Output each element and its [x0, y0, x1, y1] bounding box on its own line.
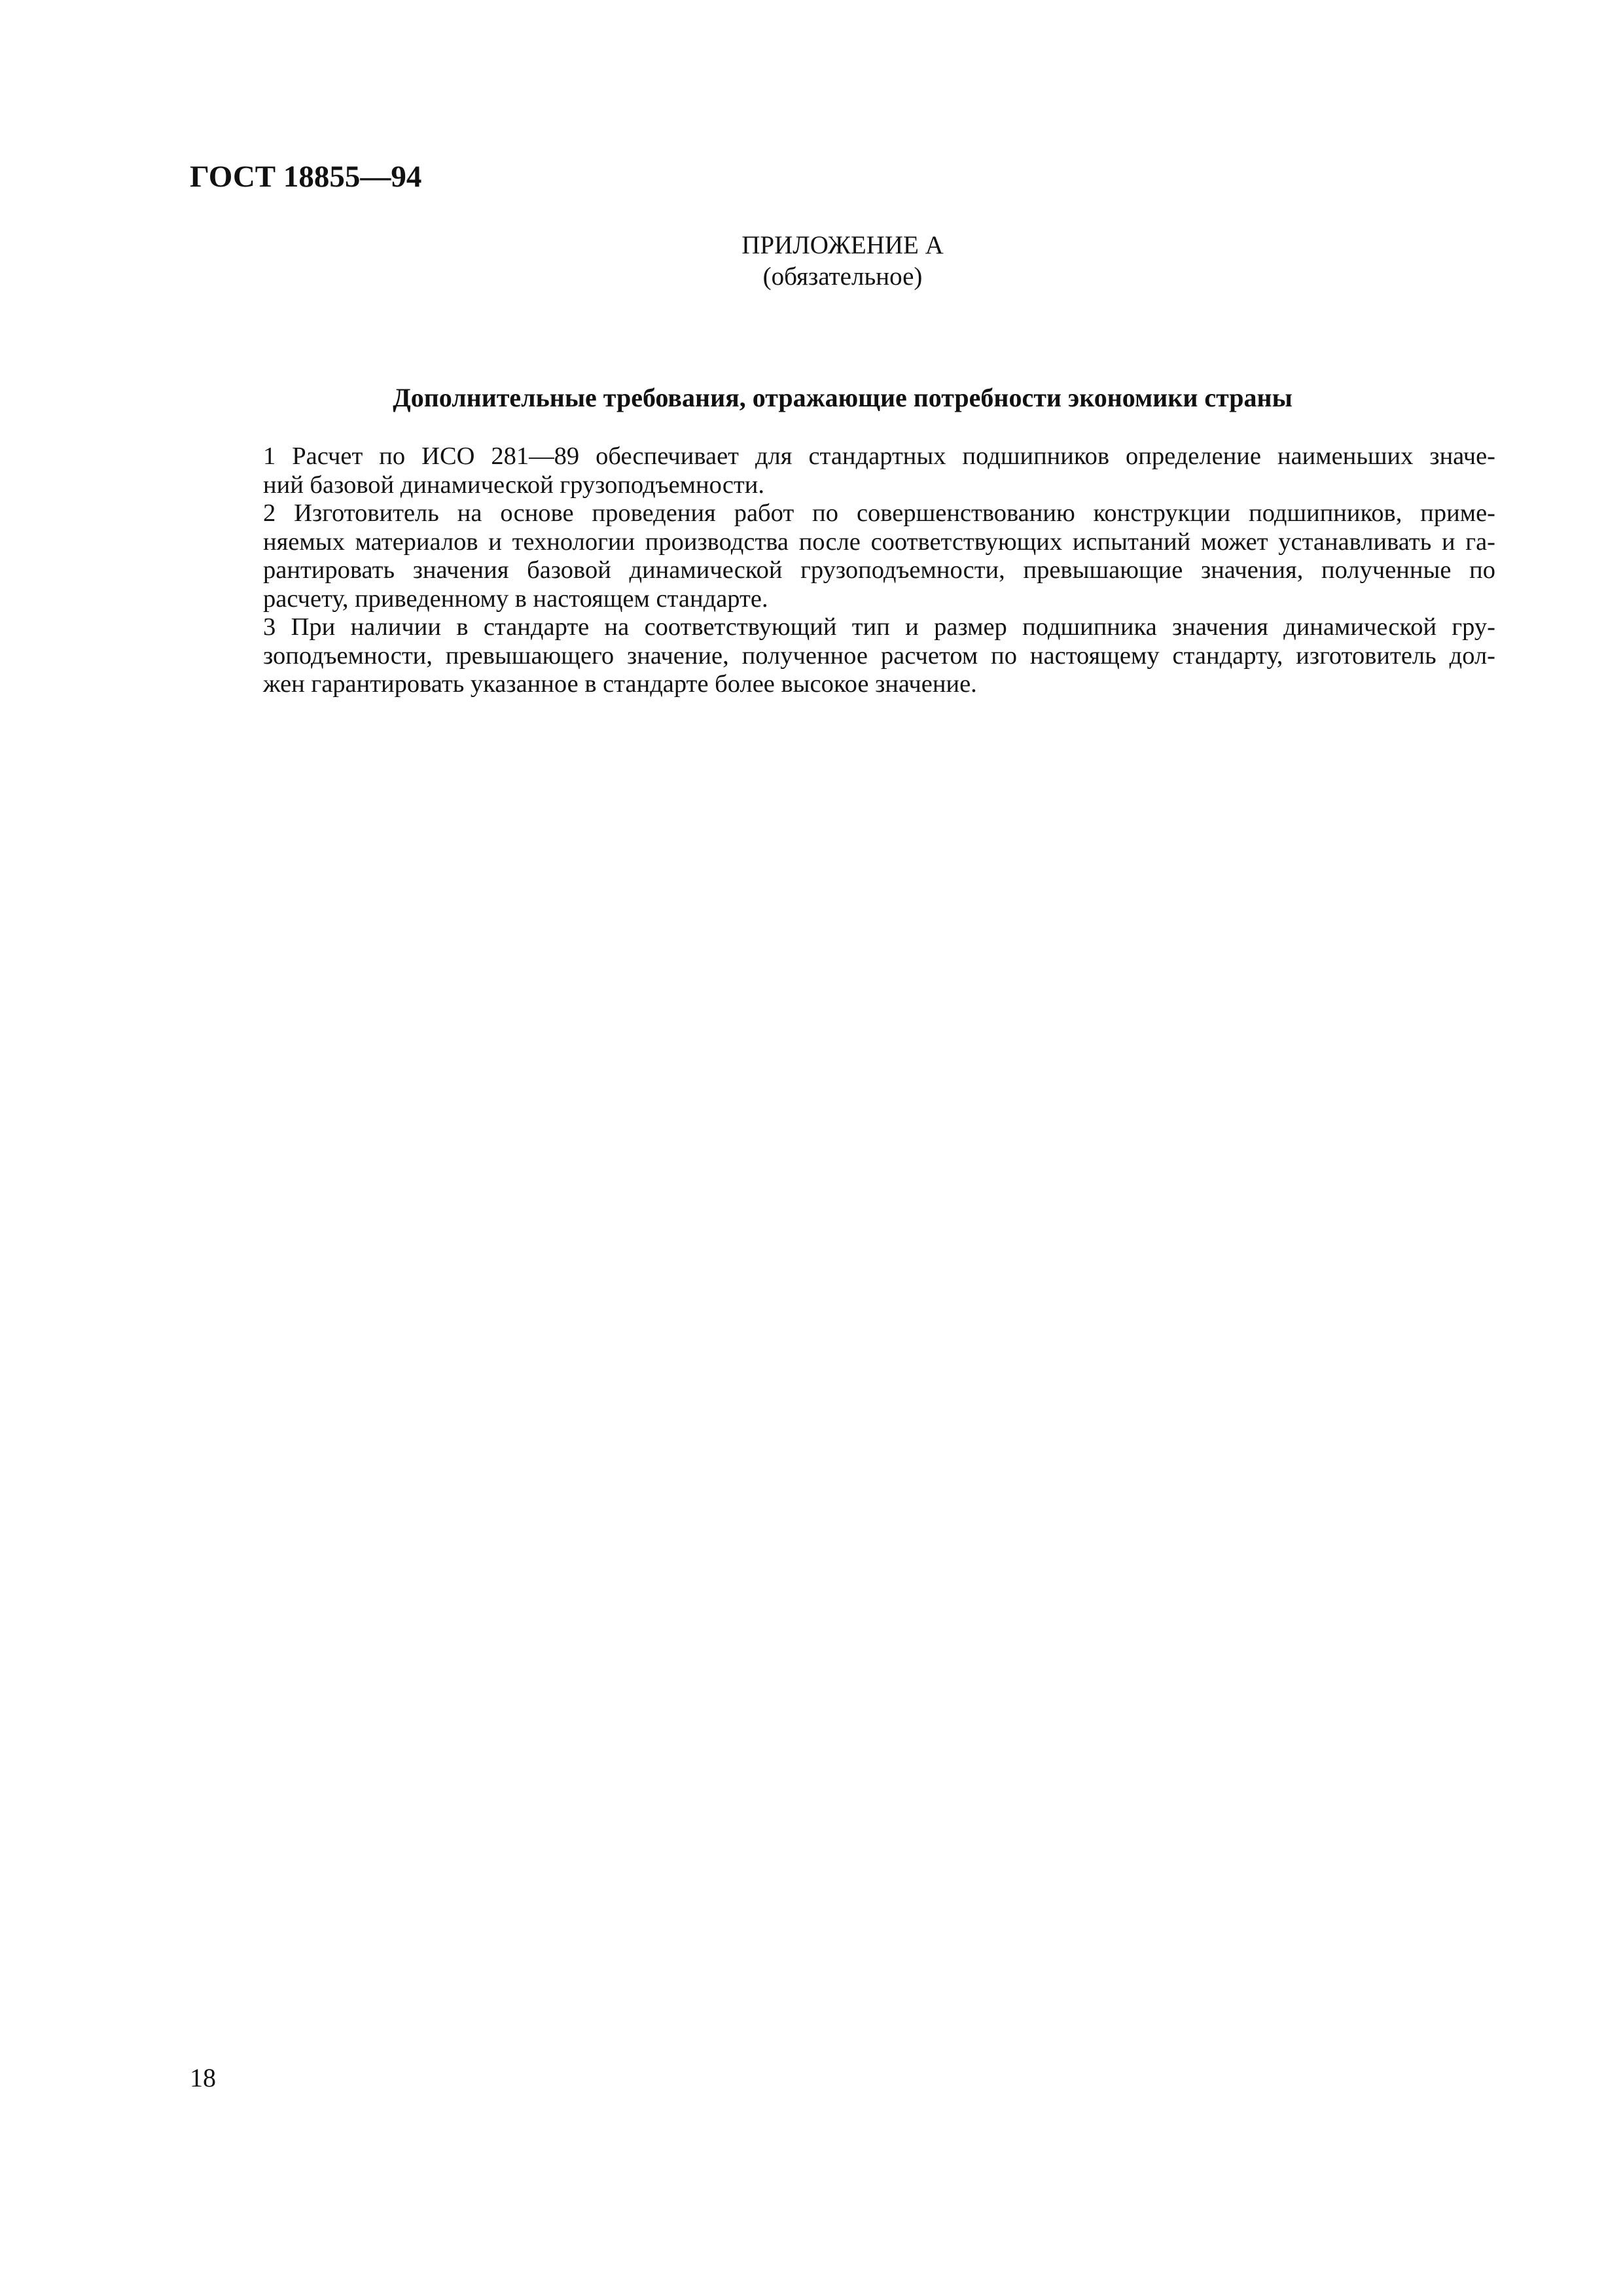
paragraph-2 — [190, 499, 1495, 613]
paragraph-3 — [190, 613, 1495, 699]
paragraph-line: 1 Расчет по ИСО 281—89 обеспечивает для стандартных подшипников определение наименьших значе- — [263, 442, 1495, 470]
paragraph-line: 3 При наличии в стандарте на соответствующий тип и размер подшипника значения динамической гру- — [263, 613, 1495, 641]
paragraph-line: няемых материалов и технологии производства после соответствующих испытаний может устанавливать и га- — [263, 528, 1495, 556]
paragraph-line: расчету, приведенному в настоящем стандарте. — [263, 584, 768, 613]
paragraph-line: ний базовой динамической грузоподъемности. — [263, 471, 764, 499]
paragraph-line: рантировать значения базовой динамической грузоподъемности, превышающие значения, полученные по — [263, 556, 1495, 584]
section-title: Дополнительные требования, отражающие потребности экономики страны — [393, 383, 1293, 412]
appendix-status: (обязательное) — [762, 262, 923, 291]
paragraph-line: 2 Изготовитель на основе проведения работ по совершенствованию конструкции подшипников, приме- — [263, 499, 1495, 527]
paragraph-line: жен гарантировать указанное в стандарте более высокое значение. — [263, 670, 977, 698]
appendix-title: ПРИЛОЖЕНИЕ А — [741, 231, 944, 259]
document-code: ГОСТ 18855—94 — [190, 160, 422, 194]
body-text — [190, 442, 1495, 699]
paragraph-line: зоподъемности, превышающего значение, полученное расчетом по настоящему стандарту, изготовитель дол- — [263, 641, 1495, 670]
paragraph-1 — [190, 442, 1495, 499]
page-number: 18 — [190, 2063, 216, 2092]
